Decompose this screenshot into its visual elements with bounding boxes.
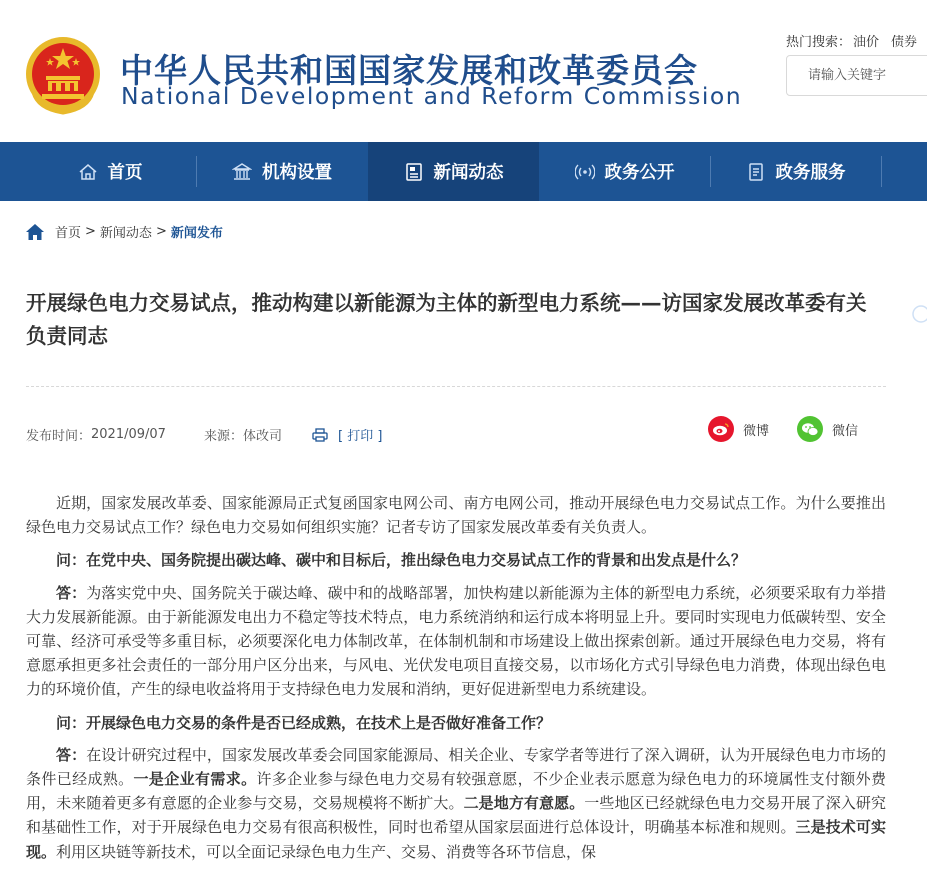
partial-nav-icon[interactable] [911,304,927,324]
nav-item-news[interactable] [368,142,539,201]
share-wechat[interactable] [797,416,858,442]
nav-item-label: 机构设置 [262,163,332,183]
search-input[interactable] [787,56,927,95]
national-emblem-icon[interactable] [24,34,102,116]
nav-item-public-affairs[interactable] [540,142,709,201]
document-icon [746,162,766,182]
answer-2-text: 利用区块链等新技术，可以全面记录绿色电力生产、交易、消费等各环节信息，保 [56,842,597,861]
question-1: 问：在党中央、国务院提出碳达峰、碳中和目标后，推出绿色电力交易试点工作的背景和出发点是什么？ [56,551,747,570]
publish-date: 2021/09/07 [91,427,166,442]
site-name-cn[interactable]: 中华人民共和国国家发展和改革委员会 [120,51,698,90]
date-label: 发布时间： [26,429,92,444]
nav-item-services[interactable] [711,142,880,201]
article-title: 开展绿色电力交易试点，推动构建以新能源为主体的新型电力系统——访国家发展改革委有关负责同志 [26,291,867,348]
nav-item-label: 政务公开 [604,163,675,183]
hot-search-label: 热门搜索： [786,35,852,50]
site-name-en[interactable]: National Development and Reform Commission [121,82,743,110]
answer-label: 答： [56,583,87,602]
main-nav [0,142,927,201]
nav-item-organization[interactable] [197,142,367,201]
nav-divider [881,156,882,187]
site-header [0,0,927,142]
source-value: 体改司 [242,429,282,444]
weibo-icon [708,416,734,442]
answer-2-point: 二是地方有意愿。 [463,794,585,813]
search-box [786,55,927,96]
print-link[interactable]: [ 打印 ] [337,429,383,444]
nav-item-label: 政务服务 [775,163,846,183]
nav-item-home[interactable] [24,142,196,201]
answer-label: 答： [56,745,87,764]
share-weibo[interactable] [708,416,769,442]
broadcast-icon [575,162,595,182]
home-icon [78,162,98,182]
answer-1-text: 为落实党中央、国务院关于碳达峰、碳中和的战略部署，加快构建以新能源为主体的新型电力系统，必须要采取有力举措大力发展新能源。由于新能源发电出力不稳定等技术特点，电力系统消纳和运行成本将明显上升。要同时实现电力低碳转型、安全可靠、经济可承受等多重目标，必须要深化电力体制改革，在体制机制和市场建设上做出探索创新。通过开展绿色电力交易，将有意愿承担更多社会责任的一部分用户区分出来，与风电、光伏发电项目直接交易，以市场化方式引导绿色电力消费，体现出绿色电力的环境价值，产生的绿电收益将用于支持绿色电力发展和消纳，更好促进新型电力系统建设。 [26,583,886,699]
hot-search-term[interactable]: 油价 [853,35,880,50]
article-meta [26,425,382,444]
article-body [26,491,886,873]
answer-2-text: 许多企业参与绿色电力交易有较强意愿，不少企业表示愿意为绿色电力的环境属性支付额外费用，未来随着更多有意愿的企业参与交易，交易规模将不断扩大。 [26,770,886,813]
nav-item-label: 首页 [107,163,143,183]
hot-search [786,31,927,50]
answer-2 [26,743,886,864]
breadcrumb-news[interactable]: 新闻动态 [99,226,152,241]
home-icon[interactable] [25,223,45,241]
building-icon [232,162,252,182]
source-label: 来源： [203,429,243,444]
answer-1 [26,581,886,702]
answer-2-point: 三是技术可实现。 [26,818,886,861]
nav-item-label: 新闻动态 [433,163,504,183]
answer-2-text: 在设计研究过程中，国家发展改革委会同国家能源局、相关企业、专家学者等进行了深入调研，认为开展绿色电力市场的条件已经成熟。 [26,745,886,789]
answer-2-point: 一是企业有需求。 [133,770,257,789]
news-icon [404,162,424,182]
breadcrumb-separator: > [85,224,96,239]
wechat-icon [797,416,823,442]
question-2: 问：开展绿色电力交易的条件是否已经成熟，在技术上是否做好准备工作？ [56,713,552,732]
share-label: 微博 [743,423,770,439]
answer-2-text: 一些地区已经就绿色电力交易开展了深入研究和基础性工作，对于开展绿色电力交易有很高积极性，同时也希望从国家层面进行总体设计，明确基本标准和规则。 [26,794,886,837]
breadcrumb-home[interactable]: 首页 [55,226,82,241]
intro-paragraph: 近期，国家发展改革委、国家能源局正式复函国家电网公司、南方电网公司，推动开展绿色电力交易试点工作。为什么要推出绿色电力交易试点工作？绿色电力交易如何组织实施？记者专访了国家发展改革委有关负责人。 [26,494,886,537]
share-label: 微信 [832,423,859,439]
hot-search-term[interactable]: 债券 [891,35,918,50]
breadcrumb-current[interactable]: 新闻发布 [170,226,223,241]
title-divider [26,386,886,387]
printer-icon[interactable] [312,428,328,442]
breadcrumb [25,222,223,241]
breadcrumb-separator: > [155,224,167,239]
